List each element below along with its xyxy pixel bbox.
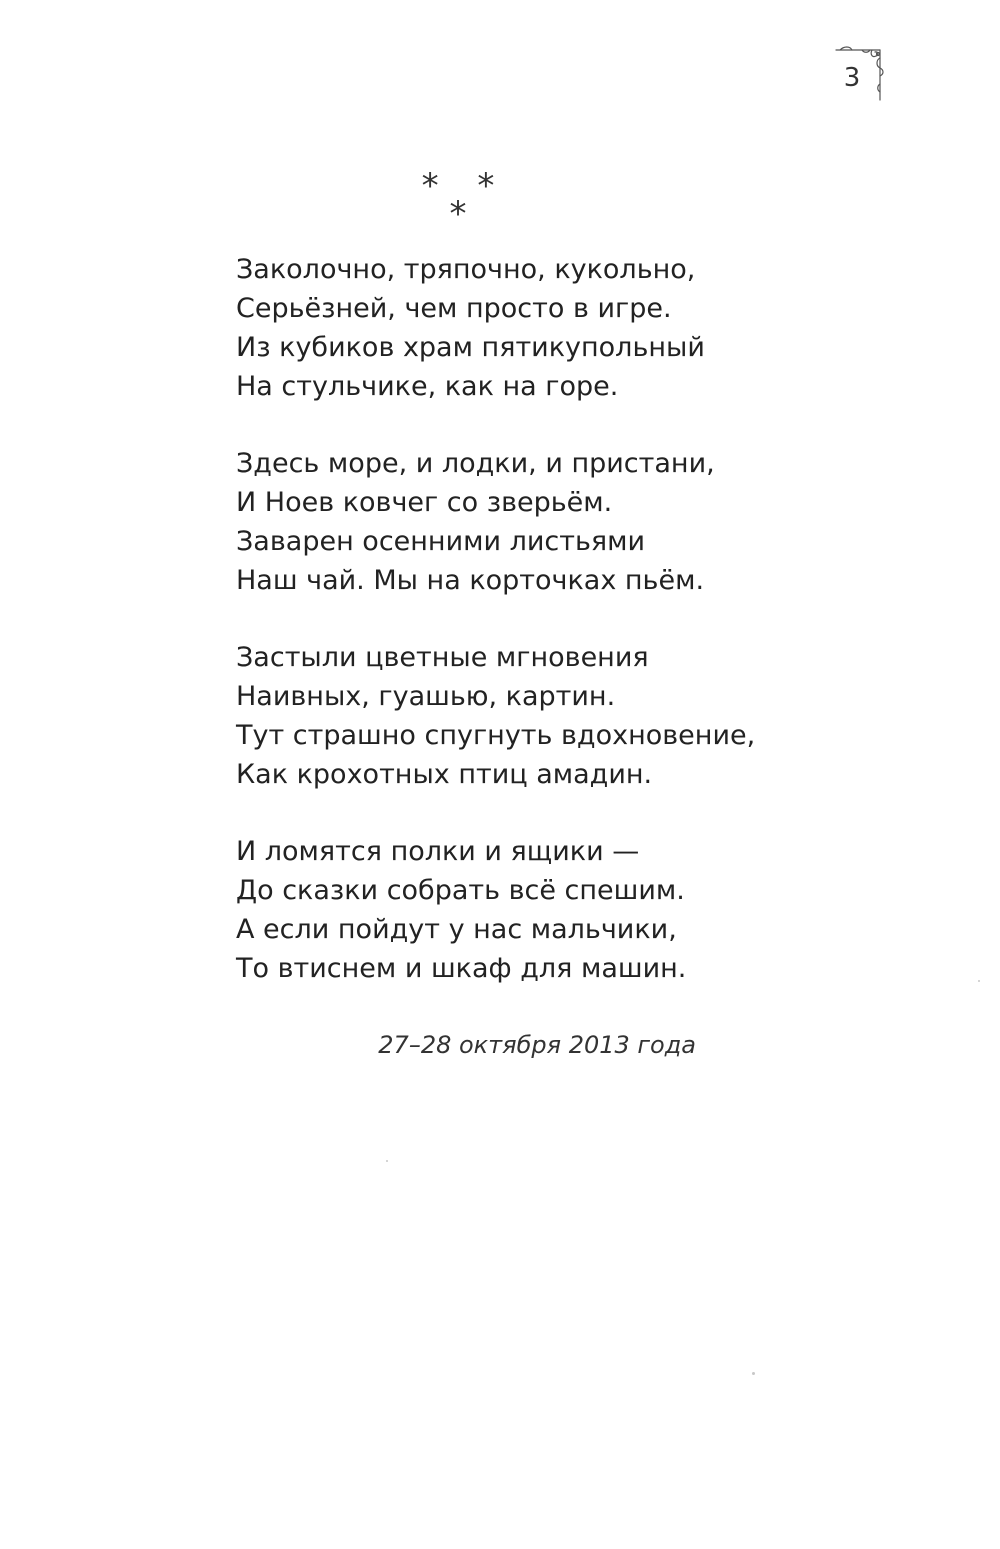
scan-speck xyxy=(752,1372,755,1375)
poem-line: Наш чай. Мы на корточках пьём. xyxy=(236,565,705,596)
poem-line: На стульчике, как на горе. xyxy=(236,371,619,402)
stanza xyxy=(236,832,796,988)
poem-line: И ломятся полки и ящики — xyxy=(236,836,640,867)
scan-speck xyxy=(978,980,980,982)
stanza xyxy=(236,638,796,794)
stanza xyxy=(236,444,796,600)
poem-line: Наивных, гуашью, картин. xyxy=(236,681,616,712)
poem-line: Тут страшно спугнуть вдохновение, xyxy=(236,720,756,751)
scan-speck xyxy=(386,1160,388,1162)
poem-line: А если пойдут у нас мальчики, xyxy=(236,914,677,945)
poem-line: Здесь море, и лодки, и пристани, xyxy=(236,448,715,479)
poem-line: Застыли цветные мгновения xyxy=(236,642,649,673)
asterism-divider: * * * xyxy=(421,166,509,234)
poem-date: 27–28 октября 2013 года xyxy=(378,1031,696,1059)
page-number: 3 xyxy=(843,63,861,93)
stanza xyxy=(236,250,796,406)
poem-line: Из кубиков храм пятикупольный xyxy=(236,332,705,363)
poem-line: До сказки собрать всё спешим. xyxy=(236,875,685,906)
poem xyxy=(236,250,796,1026)
poem-line: Серьёзней, чем просто в игре. xyxy=(236,293,672,324)
poem-line: И Ноев ковчег со зверьём. xyxy=(236,487,613,518)
poem-line: Заварен осенними листьями xyxy=(236,526,646,557)
poem-line: Как крохотных птиц амадин. xyxy=(236,759,653,790)
poem-line: Заколочно, тряпочно, кукольно, xyxy=(236,254,696,285)
poem-line: То втиснем и шкаф для машин. xyxy=(236,953,687,984)
